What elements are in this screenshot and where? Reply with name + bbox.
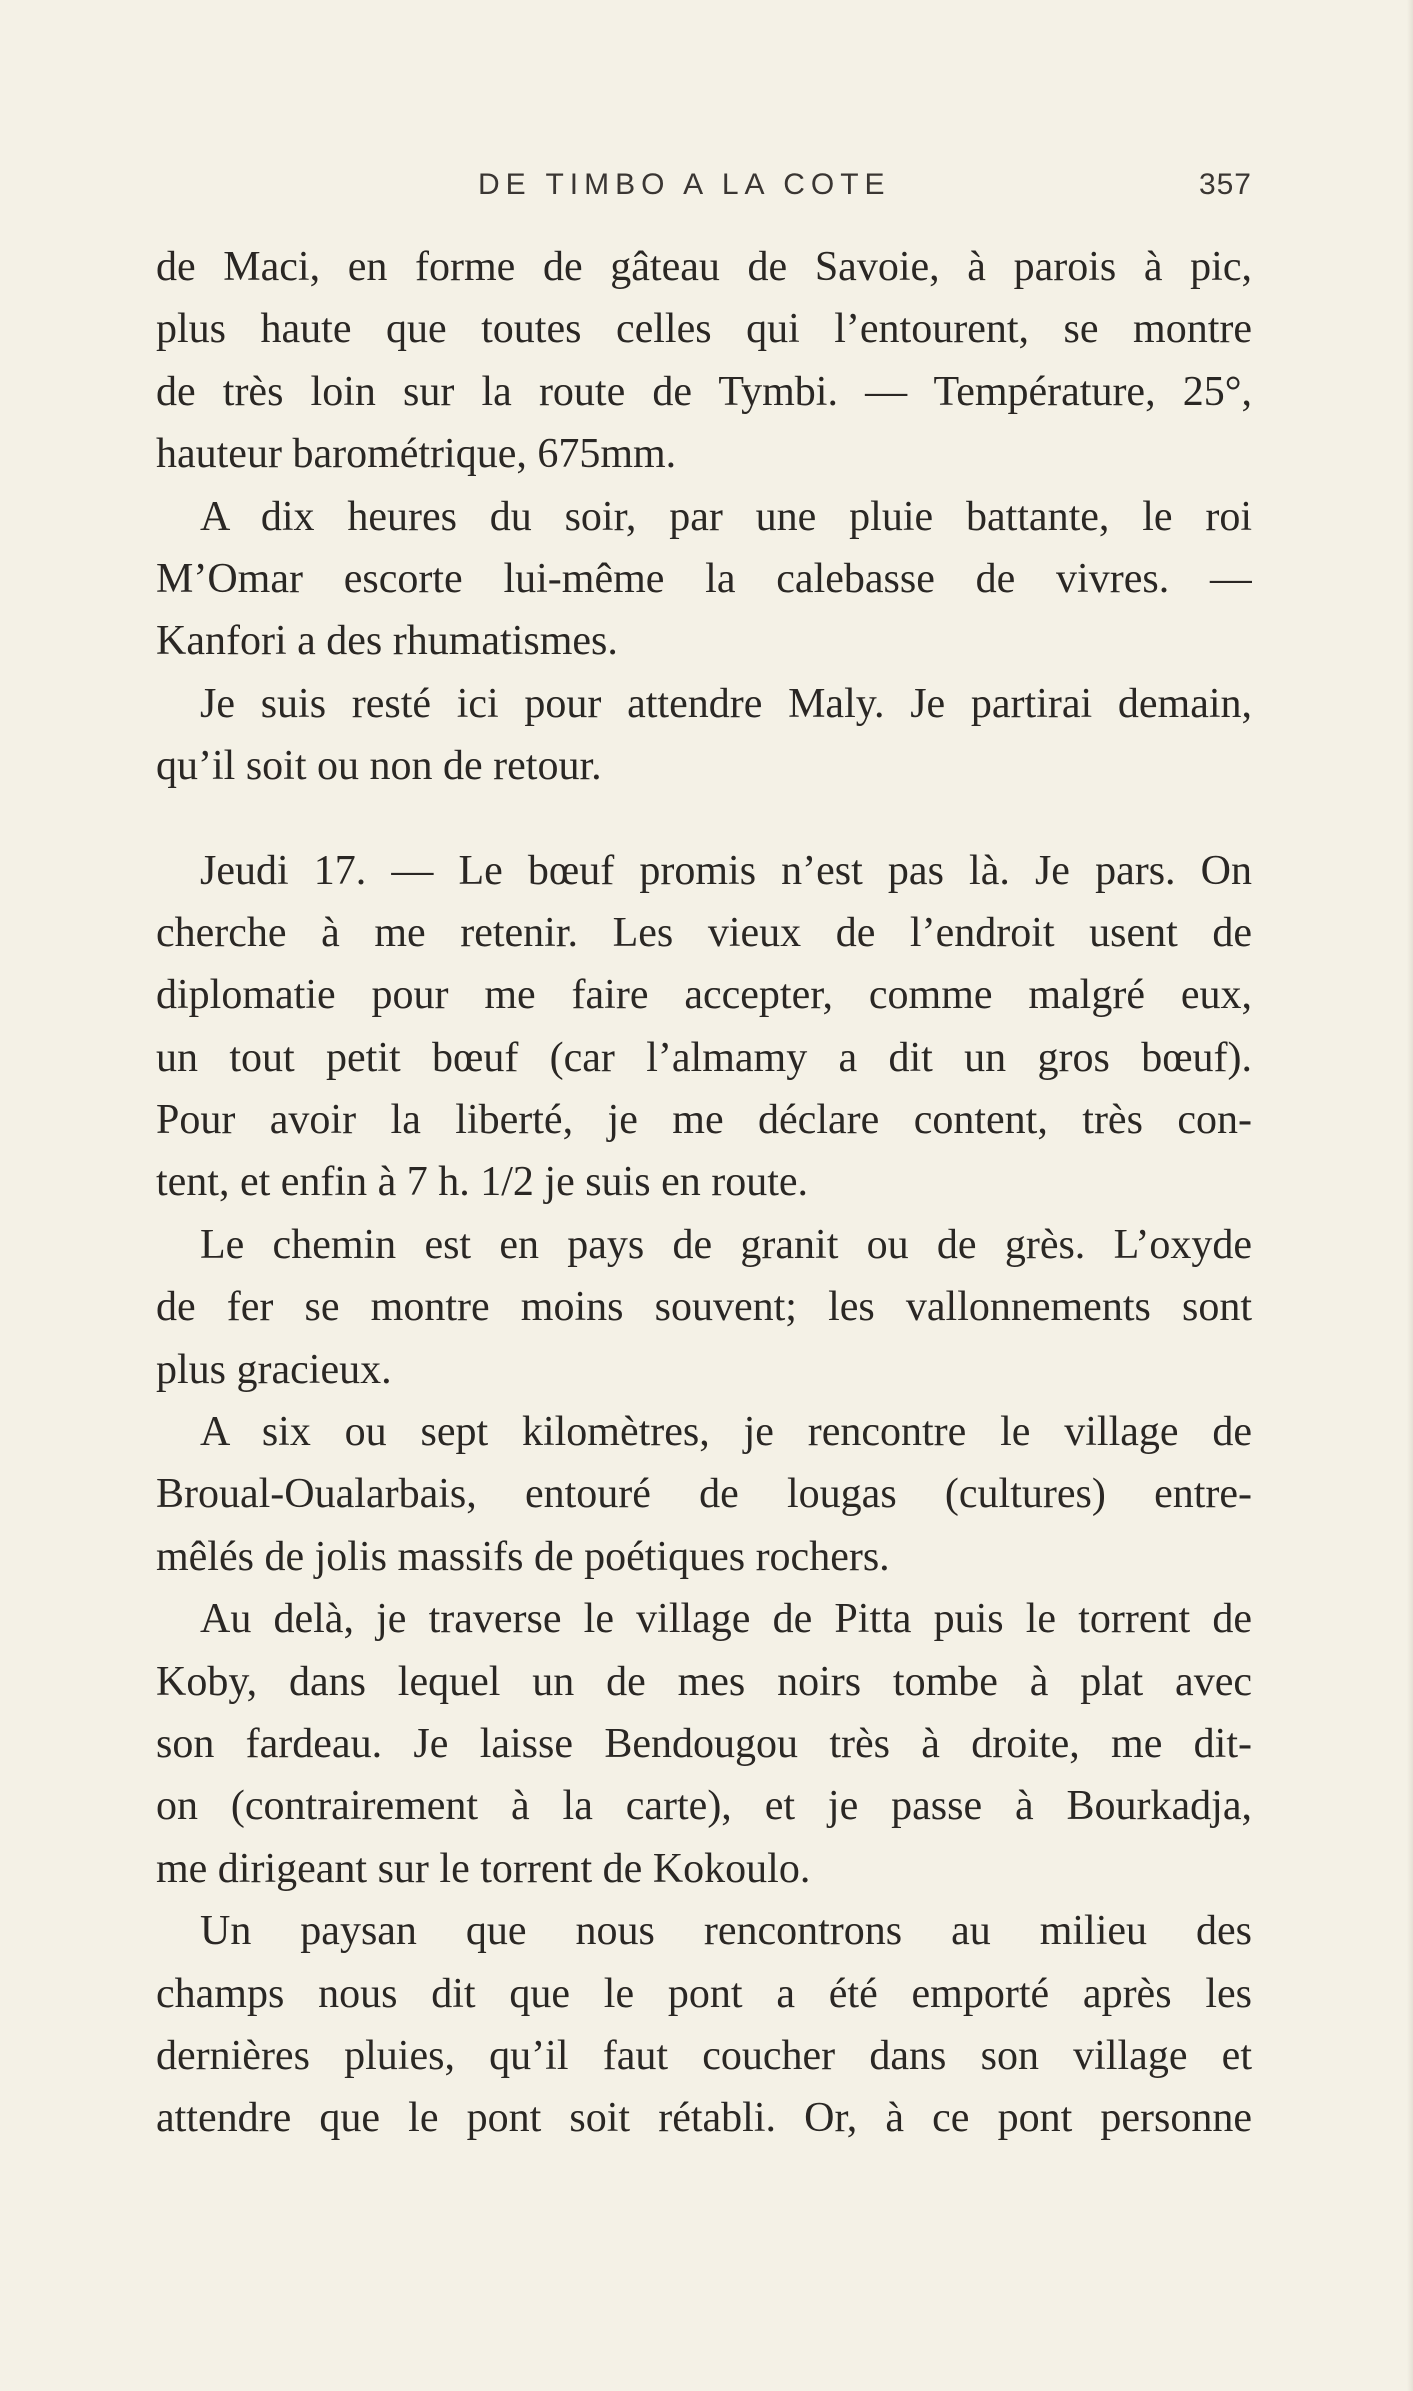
text-line: A dix heures du soir, par une pluie battante, le roi <box>200 493 1252 540</box>
text-line: de très loin sur la route de Tymbi. — Température, 25°, <box>156 368 1252 415</box>
paragraph <box>156 673 1252 798</box>
paragraph <box>156 1588 1252 1900</box>
text-line: qu’il soit ou non de retour. <box>156 743 602 790</box>
text-line: hauteur barométrique, 675mm. <box>156 431 677 478</box>
text-line: me dirigeant sur le torrent de Kokoulo. <box>156 1845 811 1892</box>
text-line: dernières pluies, qu’il faut coucher dans son village et <box>156 2032 1252 2079</box>
text-line: A six ou sept kilomètres, je rencontre le village de <box>200 1409 1252 1456</box>
text-line: Au delà, je traverse le village de Pitta puis le torrent de <box>200 1596 1252 1643</box>
text-line: M’Omar escorte lui-même la calebasse de vivres. — <box>156 555 1252 602</box>
text-line: plus gracieux. <box>156 1346 392 1393</box>
text-line: mêlés de jolis massifs de poétiques rochers. <box>156 1533 890 1580</box>
text-line: Broual-Oualarbais, entouré de lougas (cultures) entre- <box>156 1471 1252 1518</box>
text-line: diplomatie pour me faire accepter, comme malgré eux, <box>156 972 1252 1019</box>
text-line: de Maci, en forme de gâteau de Savoie, à parois à pic, <box>156 244 1252 290</box>
paragraph <box>156 840 1252 1214</box>
text-line: tent, et enfin à 7 h. 1/2 je suis en route. <box>156 1159 809 1206</box>
page-number: 357 <box>1198 168 1252 201</box>
text-line: plus haute que toutes celles qui l’entourent, se montre <box>156 306 1252 353</box>
text-line: Je suis resté ici pour attendre Maly. Je partirai demain, <box>200 680 1252 727</box>
text-line: de fer se montre moins souvent; les vallonnements sont <box>156 1284 1252 1331</box>
paragraph <box>156 236 1252 486</box>
text-line: Un paysan que nous rencontrons au milieu des <box>200 1908 1252 1955</box>
text-line: un tout petit bœuf (car l’almamy a dit un gros bœuf). <box>156 1034 1252 1081</box>
paragraph <box>156 486 1252 673</box>
text-line: attendre que le pont soit rétabli. Or, à ce pont personne <box>156 2095 1252 2142</box>
text-line: Le chemin est en pays de granit ou de grès. L’oxyde <box>200 1221 1252 1268</box>
text-line: Kanfori a des rhumatismes. <box>156 618 618 665</box>
paragraph <box>156 1401 1252 1588</box>
running-title: DE TIMBO A LA COTE <box>478 168 891 201</box>
text-line: Koby, dans lequel un de mes noirs tombe à plat avec <box>156 1658 1252 1705</box>
running-header <box>156 168 1252 212</box>
text-line: Jeudi 17. — Le bœuf promis n’est pas là. Je pars. On <box>200 847 1252 894</box>
text-line: Pour avoir la liberté, je me déclare content, très con- <box>156 1097 1252 1144</box>
text-line: champs nous dit que le pont a été emporté après les <box>156 1970 1252 2017</box>
text-line: son fardeau. Je laisse Bendougou très à droite, me dit- <box>156 1720 1252 1767</box>
page-edge-shadow <box>1407 0 1413 2391</box>
text-line: cherche à me retenir. Les vieux de l’endroit usent de <box>156 909 1252 956</box>
section-break <box>156 798 1252 840</box>
body-text <box>156 236 1252 2150</box>
paragraph <box>156 1900 1252 2150</box>
text-line: on (contrairement à la carte), et je passe à Bourkadja, <box>156 1783 1252 1830</box>
paragraph <box>156 1214 1252 1401</box>
